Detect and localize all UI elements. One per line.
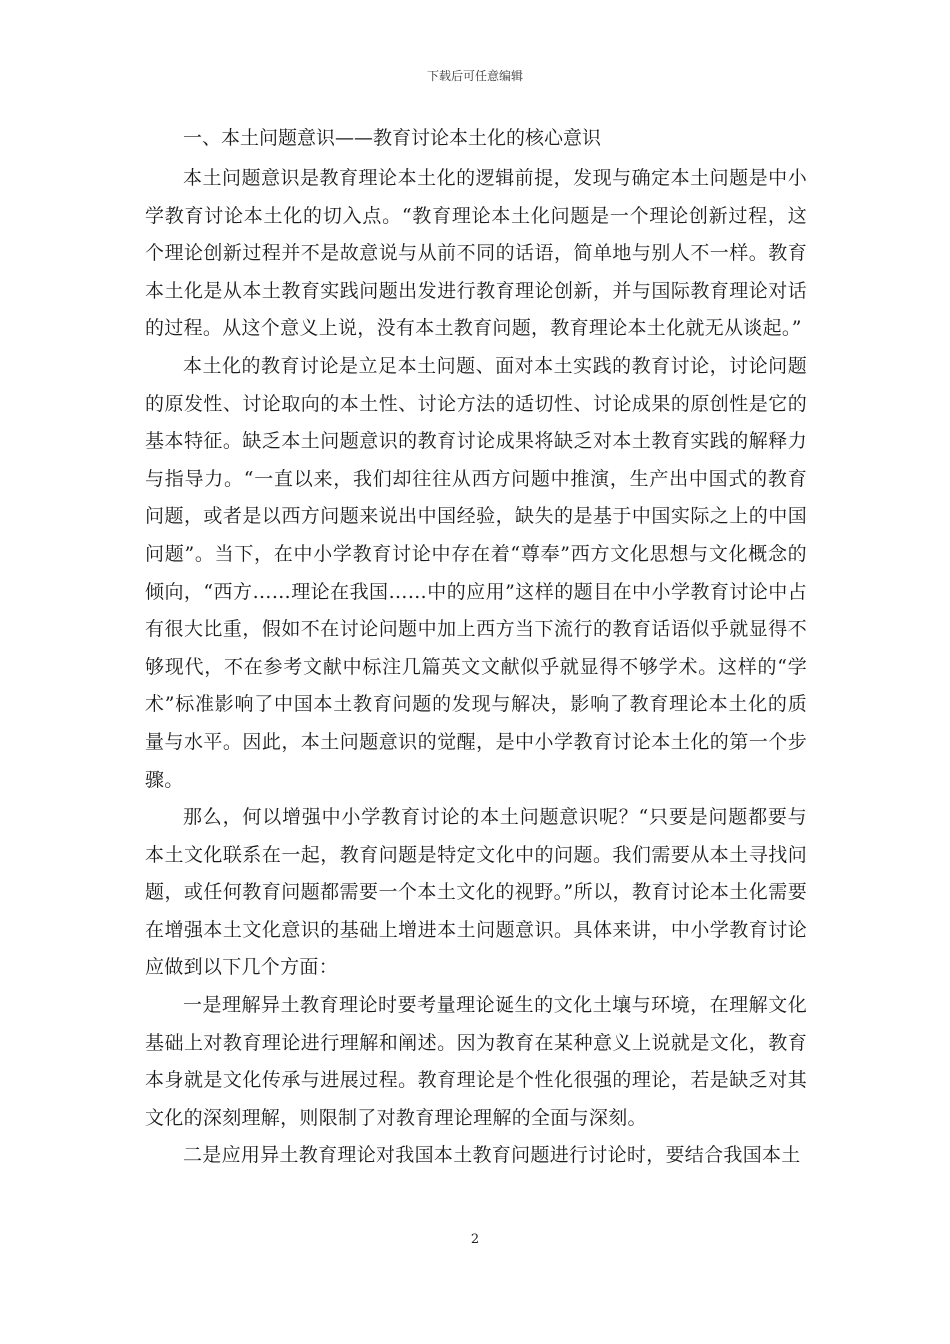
document-body <box>145 120 807 1175</box>
section-heading: 一、本土问题意识——教育讨论本土化的核心意识 <box>183 127 602 149</box>
paragraph: 那么，何以增强中小学教育讨论的本土问题意识呢？“只要是问题都要与本土文化联系在一起，教育问题是特定文化中的问题。我们需要从本土寻找问题，或任何教育问题都需要一个本土文化的视野。”所以，教育讨论本土化需要在增强本土文化意识的基础上增进本土问题意识。具体来讲，中小学教育讨论应做到以下几个方面： <box>145 806 807 979</box>
page-number: 2 <box>470 1232 480 1247</box>
paragraph: 本土问题意识是教育理论本土化的逻辑前提，发现与确定本土问题是中小学教育讨论本土化的切入点。“教育理论本土化问题是一个理论创新过程，这个理论创新过程并不是故意说与从前不同的话语，简单地与别人不一样。教育本土化是从本土教育实践问题出发进行教育理论创新，并与国际教育理论对话的过程。从这个意义上说，没有本土教育问题，教育理论本土化就无从谈起。” <box>145 167 807 340</box>
paragraph: 二是应用异土教育理论对我国本土教育问题进行讨论时，要结合我国本土 <box>183 1144 801 1167</box>
header-note: 下载后可任意编辑 <box>426 69 523 83</box>
paragraph: 本土化的教育讨论是立足本土问题、面对本土实践的教育讨论，讨论问题的原发性、讨论取向的本土性、讨论方法的适切性、讨论成果的原创性是它的基本特征。缺乏本土问题意识的教育讨论成果将缺乏对本土教育实践的解释力与指导力。“一直以来，我们却往往从西方问题中推演，生产出中国式的教育问题，或者是以西方问题来说出中国经验，缺失的是基于中国实际之上的中国问题”。当下，在中小学教育讨论中存在着“尊奉”西方文化思想与文化概念的倾向，“西方……理论在我国……中的应用”这样的题目在中小学教育讨论中占有很大比重，假如不在讨论问题中加上西方当下流行的教育话语似乎就显得不够现代，不在参考文献中标注几篇英文文献似乎就显得不够学术。这样的“学术”标准影响了中国本土教育问题的发现与解决，影响了教育理论本土化的质量与水平。因此，本土问题意识的觉醒，是中小学教育讨论本土化的第一个步骤。 <box>145 354 807 791</box>
paragraph: 一是理解异土教育理论时要考量理论诞生的文化土壤与环境，在理解文化基础上对教育理论进行理解和阐述。因为教育在某种意义上说就是文化，教育本身就是文化传承与进展过程。教育理论是个性化很强的理论，若是缺乏对其文化的深刻理解，则限制了对教育理论理解的全面与深刻。 <box>145 994 807 1129</box>
